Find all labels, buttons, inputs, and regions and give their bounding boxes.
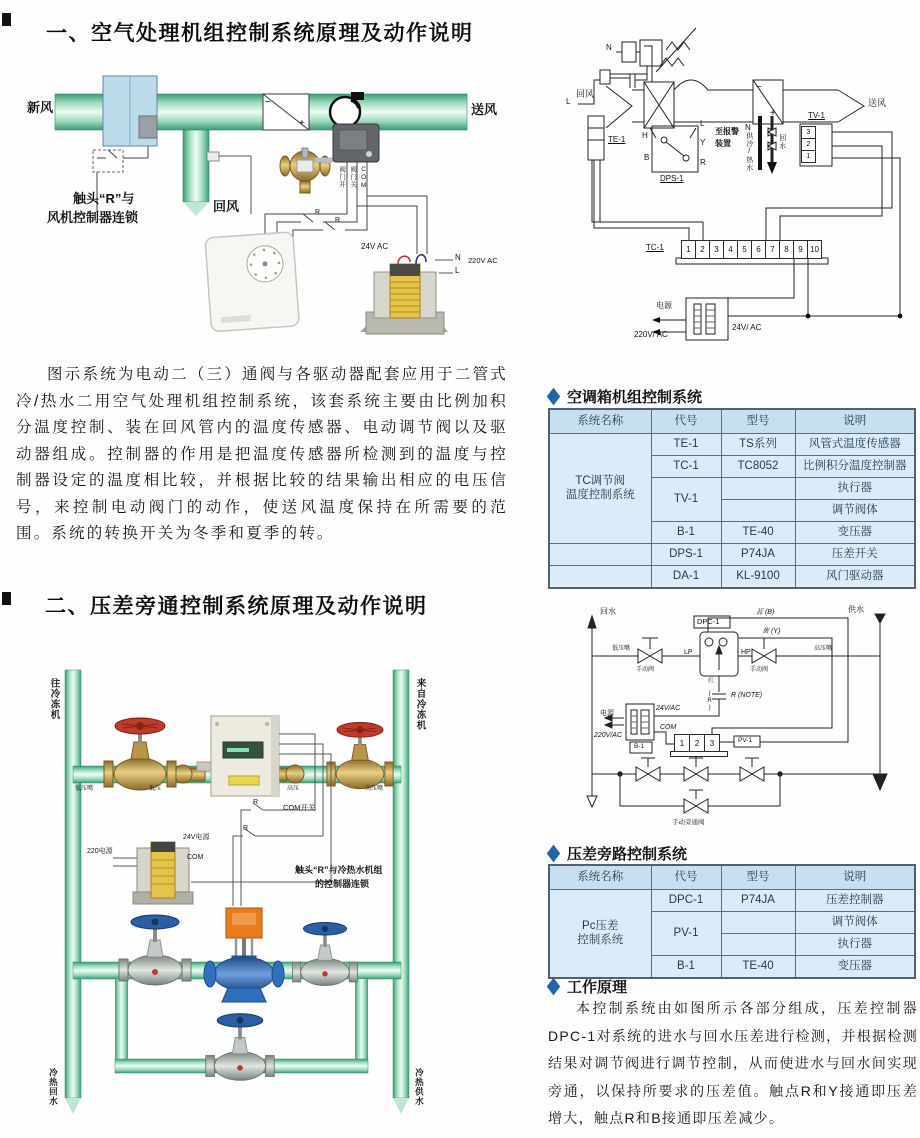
cell-desc: 压差开关 <box>795 544 915 566</box>
return-duct-opening <box>183 202 209 216</box>
cell-desc: 执行器 <box>795 934 915 956</box>
cell-model: P74JA <box>721 890 795 912</box>
cell-system-empty <box>549 544 651 566</box>
terminal: 4 <box>723 240 738 259</box>
globe-valve-bypass <box>206 1014 274 1081</box>
label-com-switch: COM开关 <box>283 803 316 812</box>
label-h: H <box>642 131 648 140</box>
cell-desc: 变压器 <box>795 522 915 544</box>
label-r-note: R (NOTE) <box>731 692 763 699</box>
dp-controller <box>197 716 279 796</box>
terminal: 8 <box>779 240 794 259</box>
label-com: COM <box>187 854 204 861</box>
section1-title: 一、空气处理机组控制系统原理及动作说明 <box>46 22 474 45</box>
label-dps1: DPS-1 <box>660 174 684 183</box>
cell-code: DA-1 <box>651 566 721 589</box>
label-n-top: N <box>606 43 612 52</box>
brass-valve-right <box>327 722 393 788</box>
diamond-icon <box>547 978 560 996</box>
cell-model: TE-40 <box>721 522 795 544</box>
label-interlock-note-line2: 风机控制器连锁 <box>47 210 139 225</box>
cell-code: DPS-1 <box>651 544 721 566</box>
label-hp-nozzle: 高压嘴 <box>365 786 384 792</box>
figure-bypass-piping-diagram <box>15 656 460 1138</box>
col-model: 型号 <box>721 409 795 434</box>
figure-bypass-circuit <box>548 592 918 842</box>
label-supply-air: 送风 <box>868 98 887 108</box>
terminal: 2 <box>695 240 710 259</box>
section2-title: 二、压差旁通控制系统原理及动作说明 <box>45 595 428 618</box>
globe-valve-right <box>293 923 358 986</box>
col-code: 代号 <box>651 865 721 890</box>
terminal: 9 <box>793 240 808 259</box>
terminal: 1 <box>681 240 696 259</box>
cell-desc: 压差控制器 <box>795 890 915 912</box>
label-contact-r2: R <box>335 217 341 224</box>
cell-desc: 风门驱动器 <box>795 566 915 589</box>
cell-desc: 变压器 <box>795 956 915 979</box>
table2-title: 压差旁路控制系统 <box>567 846 688 863</box>
system-group-line2: 温度控制系统 <box>565 488 635 501</box>
label-lp-nozzle: 低压嘴 <box>612 646 631 652</box>
terminal: 6 <box>751 240 766 259</box>
pipe-tip-left <box>65 1098 81 1114</box>
label-fresh-air: 新风 <box>27 100 54 115</box>
pipe-tip-right <box>393 1098 409 1114</box>
cell-model: TC8052 <box>721 456 795 478</box>
cell-model-empty <box>721 500 795 522</box>
cell-desc: 调节阀体 <box>795 912 915 934</box>
label-l2: L <box>700 119 705 128</box>
terminal: 3 <box>709 240 724 259</box>
pv1-strip-base <box>670 751 728 757</box>
brass-valve-left <box>104 718 176 790</box>
cell-code: PV-1 <box>651 912 721 956</box>
cell-model: TS系列 <box>721 434 795 456</box>
terminal: 10 <box>807 240 822 259</box>
col-desc: 说明 <box>795 865 915 890</box>
label-plus: + <box>770 108 776 119</box>
label-manual-valve-1: 手动阀 <box>636 667 655 673</box>
ahu-circuit-art <box>548 16 918 366</box>
label-tc1: TC-1 <box>646 243 664 252</box>
return-duct <box>183 130 209 202</box>
label-hp-nozzle: 高压嘴 <box>814 646 833 652</box>
label-to-chiller: 往冷冻机 <box>48 678 60 720</box>
three-way-valve <box>280 148 330 193</box>
cell-model-empty <box>721 934 795 956</box>
col-code: 代号 <box>651 409 721 434</box>
terminal: 3 <box>801 126 816 139</box>
label-dpc1: DPC-1 <box>697 617 720 626</box>
cell-desc: 执行器 <box>795 478 915 500</box>
table2-title-row <box>548 843 687 864</box>
cell-model: P74JA <box>721 544 795 566</box>
label-lp: LP <box>684 649 693 656</box>
terminal: 1 <box>674 734 690 752</box>
diamond-icon <box>547 845 560 863</box>
terminal: 3 <box>704 734 720 752</box>
table1-title: 空调箱机组控制系统 <box>567 389 703 406</box>
table-row <box>549 434 915 456</box>
label-return-air: 回风 <box>213 199 240 214</box>
label-manual-bypass-valve: 手动旁通阀 <box>672 819 705 826</box>
label-power: 电源 <box>600 710 614 717</box>
principle-title-row <box>548 976 627 997</box>
label-220vac: 220V/ AC <box>634 330 668 339</box>
terminal: 7 <box>765 240 780 259</box>
label-return-water-pipe: 冷热回水 <box>48 1068 59 1106</box>
principle-title: 工作原理 <box>567 979 628 996</box>
label-220vac: 220V AC <box>468 256 498 265</box>
label-hp: HP <box>741 649 751 656</box>
label-contact-r1: R <box>253 799 259 806</box>
system-group-line1: TC调节阀 <box>575 475 626 488</box>
label-wire-yellow: 黄 (Y) <box>762 628 781 635</box>
cell-code: B-1 <box>651 522 721 544</box>
label-power: 电源 <box>656 301 672 310</box>
label-n-duct: N <box>745 123 751 132</box>
cell-desc: 调节阀体 <box>795 500 915 522</box>
pipe-riser-left <box>115 979 128 1061</box>
label-24v-power: 24V电源 <box>183 834 210 841</box>
table1-title-row <box>548 386 702 407</box>
label-supply-air: 送风 <box>471 102 498 117</box>
label-24vac: 24V AC <box>361 242 389 251</box>
globe-valve-left <box>119 915 191 985</box>
label-tv1: TV-1 <box>808 111 825 120</box>
col-system: 系统名称 <box>549 865 651 890</box>
label-b: B <box>644 153 650 162</box>
cell-system-empty <box>549 566 651 589</box>
pv1-terminal-strip <box>675 734 720 752</box>
label-minus: − <box>756 82 762 93</box>
label-contact-r1: R <box>315 209 321 216</box>
label-manual-valve-2: 手动阀 <box>750 667 769 673</box>
cell-model: TE-40 <box>721 956 795 979</box>
label-return-water: 回水 <box>778 134 786 150</box>
print-mark-2 <box>2 592 11 605</box>
label-interlock-line2: 的控制器连锁 <box>315 879 370 889</box>
bypass-spec-table <box>548 864 916 979</box>
label-return-water: 回水 <box>600 607 616 616</box>
label-n: N <box>455 253 461 262</box>
label-wire-red: 红 (R) <box>706 677 713 712</box>
label-alarm-line1: 至报警 <box>715 127 739 136</box>
system-group-line2: 控制系统 <box>577 933 624 946</box>
print-mark-1 <box>2 13 11 26</box>
label-y: Y <box>700 138 706 147</box>
label-valve-close: 阀门关 <box>349 166 357 189</box>
table-header-row <box>549 409 915 434</box>
system-group-line1: Pc压差 <box>582 920 619 933</box>
cell-desc: 比例积分温度控制器 <box>795 456 915 478</box>
cell-code: B-1 <box>651 956 721 979</box>
label-wire-blue: 蓝 (B) <box>756 609 775 616</box>
pipe-from-chiller <box>393 670 409 1098</box>
terminal: 2 <box>689 734 705 752</box>
cell-code: TC-1 <box>651 456 721 478</box>
pipe-riser-right <box>355 979 368 1061</box>
figure-air-handling-diagram <box>15 64 520 359</box>
label-interlock-line1: 触头“R”与冷热水机组 <box>295 865 383 875</box>
transformer <box>360 255 453 334</box>
terminal: 1 <box>801 150 816 163</box>
system-group-cell <box>549 434 651 544</box>
terminal: 5 <box>737 240 752 259</box>
label-supply-water: 供水 <box>848 605 864 614</box>
label-hp: 高压 <box>287 786 300 792</box>
principle-paragraph: 本控制系统由如图所示各部分组成，压差控制器DPC-1对系统的进水与回水压差进行检测，并根据检测结果对调节阀进行调节控制，从而使进水与回水间实现旁通，以保持所要求的压差值。触点R和Y接通即压差增大，触点R和B接通即压差减少。 <box>548 1000 918 1126</box>
diamond-icon <box>547 388 560 406</box>
label-lp: 低压 <box>149 786 162 792</box>
cell-model-empty <box>721 912 795 934</box>
figure-ahu-circuit <box>548 16 918 366</box>
label-lp-nozzle: 低压嘴 <box>75 786 94 792</box>
label-r: R <box>700 158 706 167</box>
label-valve-open: 阀门开 <box>338 166 346 189</box>
table-row <box>549 566 915 589</box>
label-l: L <box>455 266 460 275</box>
label-com-wire: COM <box>360 166 368 190</box>
cell-model: KL-9100 <box>721 566 795 589</box>
label-contact-r2: R <box>243 825 249 832</box>
label-220vac: 220V/AC <box>594 732 623 739</box>
bypass-piping-art <box>15 656 460 1138</box>
cell-code: TE-1 <box>651 434 721 456</box>
table-row <box>549 890 915 912</box>
pipe-to-chiller <box>65 670 81 1098</box>
label-te1: TE-1 <box>608 135 626 144</box>
col-system: 系统名称 <box>549 409 651 434</box>
thermostat <box>205 232 299 332</box>
table-header-row <box>549 865 915 890</box>
tc1-terminal-strip <box>682 240 822 259</box>
cell-code: TV-1 <box>651 478 721 522</box>
bypass-transformer <box>133 842 193 904</box>
label-24vac: 24V/ AC <box>732 323 762 332</box>
cell-model-empty <box>721 478 795 500</box>
cell-desc: 风管式温度传感器 <box>795 434 915 456</box>
label-b1: B-1 <box>634 743 645 750</box>
label-minus: − <box>265 97 271 108</box>
label-220-power: 220电源 <box>87 848 113 855</box>
label-interlock-note-line1: 触头“R”与 <box>73 191 135 206</box>
section1-paragraph: 图示系统为电动二（三）通阀与各驱动器配套应用于二管式冷/热水二用空气处理机组控制系统，该套系统主要由比例加积分温度控制、装在回风管内的温度传感器、电动调节阀以及驱动器组成。控制器的作用是把温度传感器所检测到的温度与控制器设定的温度相比较，并根据比较的结果输出相应的电压信号，来控制电动阀门的动作，使送风温度保持在所需要的范围。系统的转换开关为冬季和夏季的转。 <box>16 366 508 542</box>
col-desc: 说明 <box>795 409 915 434</box>
label-return-air: 回风 <box>576 89 595 99</box>
label-24vac: 24V/AC <box>656 705 681 712</box>
motorized-valve <box>204 908 284 1002</box>
cell-code: DPC-1 <box>651 890 721 912</box>
tv1-terminal-strip <box>801 127 816 163</box>
label-supply-water-pipe: 冷热供水 <box>414 1068 425 1106</box>
label-pv1: PV-1 <box>738 737 753 744</box>
label-from-chiller: 来自冷冻机 <box>414 678 426 731</box>
label-l-top: L <box>566 97 571 106</box>
ahu-spec-table <box>548 408 916 589</box>
label-alarm-line2: 装置 <box>715 139 731 148</box>
table-row <box>549 544 915 566</box>
label-plus: + <box>299 118 305 129</box>
system-group-cell <box>549 890 651 979</box>
terminal: 2 <box>801 138 816 151</box>
label-supply-water: 供冷/热水 <box>745 132 753 172</box>
col-model: 型号 <box>721 865 795 890</box>
label-com: COM <box>660 724 677 731</box>
